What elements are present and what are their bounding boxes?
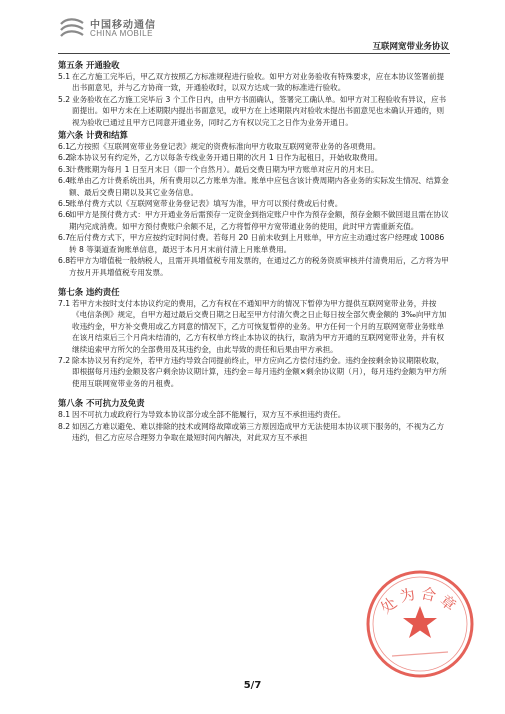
clause-item	[58, 421, 450, 444]
document-body	[58, 58, 450, 443]
page-header	[0, 0, 505, 60]
page-number: 5/7	[243, 680, 262, 691]
clause-text: 除本协议另有约定外，若甲方违约导致合同提前终止，甲方应向乙方偿付违约金。违约金按剩余协议期限收取，即根据每月违约金额及客户剩余协议期计算，违约金＝每月违约金额×剩余协议期（月），每月违约金额为甲方所使用互联网宽带业务的月租费。	[72, 355, 447, 388]
clause-number: 5.2	[58, 94, 71, 104]
clause-item	[58, 409, 450, 420]
clause-number: 6.5	[58, 199, 71, 209]
seal-text: 处为合章	[377, 584, 463, 618]
clause-number: 8.2	[58, 421, 71, 431]
clause-text: 账单付费方式以《互联网宽带业务登记表》填写为准，甲方可以预付费或后付费。	[69, 199, 343, 209]
clause-text: 如甲方是预付费方式：甲方开通业务后需预存一定资金到指定账户中作为预存金额，预存金额不做回退且需在协议期内完成消费。如甲方预付费账户余额不足，乙方将暂停甲方宽带通业务的使用，此时甲方需重新充值。	[69, 210, 449, 231]
clause-text: 在后付费方式下，甲方应按约定时间付费。若每月 20 日前未收到上月账单，甲方应主动通过客户经理或 10086 转 8 等渠道查询账单信息，最迟于本月月末前付清上月账单费用。	[69, 233, 445, 254]
clause-number: 6.2	[58, 153, 71, 163]
clause-item	[58, 198, 450, 209]
clause-number: 6.8	[58, 256, 71, 266]
clause-number: 6.3	[58, 164, 71, 174]
clause-text: 账单由乙方计费系统出具，所有费用以乙方账单为准。账单中应包含该计费周期内各业务的实际发生情况、结算金额、最后交费日期以及其它业务信息。	[69, 176, 449, 197]
clause-number: 5.1	[58, 72, 71, 81]
document-title: 互联网宽带业务协议	[372, 42, 449, 52]
seal-star-icon	[403, 606, 437, 638]
clause-item	[58, 164, 450, 175]
clause-text: 除本协议另有约定外，乙方以每条专线业务开通日期的次月 1 日作为起租日，开始收取费用。	[69, 153, 383, 163]
clause-item	[58, 232, 450, 255]
clause-text: 因不可抗力或政府行为导致本协议部分或全部不能履行，双方互不承担违约责任。	[72, 410, 346, 420]
clause-number: 8.1	[58, 410, 71, 420]
clause-number: 7.2	[58, 355, 71, 365]
clause-item	[58, 94, 450, 128]
clause-item	[58, 355, 450, 389]
clause-item	[58, 141, 450, 152]
clause-item	[58, 209, 450, 232]
clause-item	[58, 152, 450, 163]
clause-text: 若甲方为增值税一般纳税人，且需开具增值税专用发票的，在通过乙方的税务资质审核并付清费用后，乙方将为甲方按月开具增值税专用发票。	[69, 256, 449, 277]
clause-text: 若甲方未按时支付本协议约定的费用，乙方有权在不通知甲方的情况下暂停为甲方提供互联网宽带业务，并按《电信条例》规定，自甲方超过最后交费日期之日起至甲方付清欠费之日止每日按全部欠费金额的 3‰向甲方加收违约金，甲方补交费用或乙方同意的情况下，乙方可恢复暂停的业务。甲方任何一个月的互联网宽带业务账单在该月结束后三个月尚未结清的，乙方有权单方终止本协议的执行，取消为甲方开通的互联网宽带业务，并有权继续追索甲方所欠的全部费用及其违约金，由此导致的责任和后果由甲方承担。	[72, 298, 447, 354]
company-seal-stamp	[362, 566, 478, 682]
clause-text: 在乙方施工完毕后，甲乙双方按照乙方标准规程进行验收。如甲方对业务验收有特殊要求，应在本协议签署前提出书面意见，并与乙方协商一致，开通验收时，以双方达成一致的标准进行验收。	[72, 72, 445, 93]
section-title: 第五条 开通验收	[58, 60, 120, 70]
header-rule	[58, 53, 450, 54]
clause-number: 6.1	[58, 142, 71, 152]
logo-english-name: CHINA MOBILE	[90, 29, 153, 38]
clause-text: 如因乙方难以避免、难以排除的技术或网络故障或第三方原因造成甲方无法使用本协议项下服务的，不视为乙方违约，但乙方应尽合理努力争取在最短时间内解决，对此双方互不承担	[72, 421, 445, 442]
clause-item	[58, 255, 450, 278]
clause-item	[58, 298, 450, 355]
clause-text: 乙方按照《互联网宽带业务登记表》规定的资费标准向甲方收取互联网宽带业务的各项费用。	[69, 142, 381, 152]
clause-number: 6.7	[58, 233, 71, 243]
china-mobile-logo-icon	[58, 16, 86, 42]
clause-number: 6.6	[58, 210, 71, 220]
section-title: 第七条 违约责任	[58, 286, 120, 297]
clause-text: 计费账期为每月 1 日至月末日（即一个自然月）。最后交费日期为甲方账单对应月的月末日。	[69, 164, 379, 174]
clause-item	[58, 175, 450, 198]
logo-chinese-name: 中国移动通信	[90, 20, 156, 31]
clause-number: 6.4	[58, 176, 71, 186]
section-title: 第八条 不可抗力及免责	[58, 398, 145, 409]
section-title: 第六条 计费和结算	[58, 130, 128, 141]
clause-item	[58, 71, 450, 94]
clause-number: 7.1	[58, 298, 71, 308]
clause-text: 业务验收在乙方施工完毕后 3 个工作日内，由甲方书面确认，签署完工确认单。如甲方对工程验收有异议，应书面提出。如甲方未在上述期限内提出书面意见，或甲方在上述期限内对验收未提出书面意见也未确认开通的，则视为验收已通过且甲方已同意开通业务，同时乙方有权以完工之日作为业务开通日。	[72, 94, 447, 127]
